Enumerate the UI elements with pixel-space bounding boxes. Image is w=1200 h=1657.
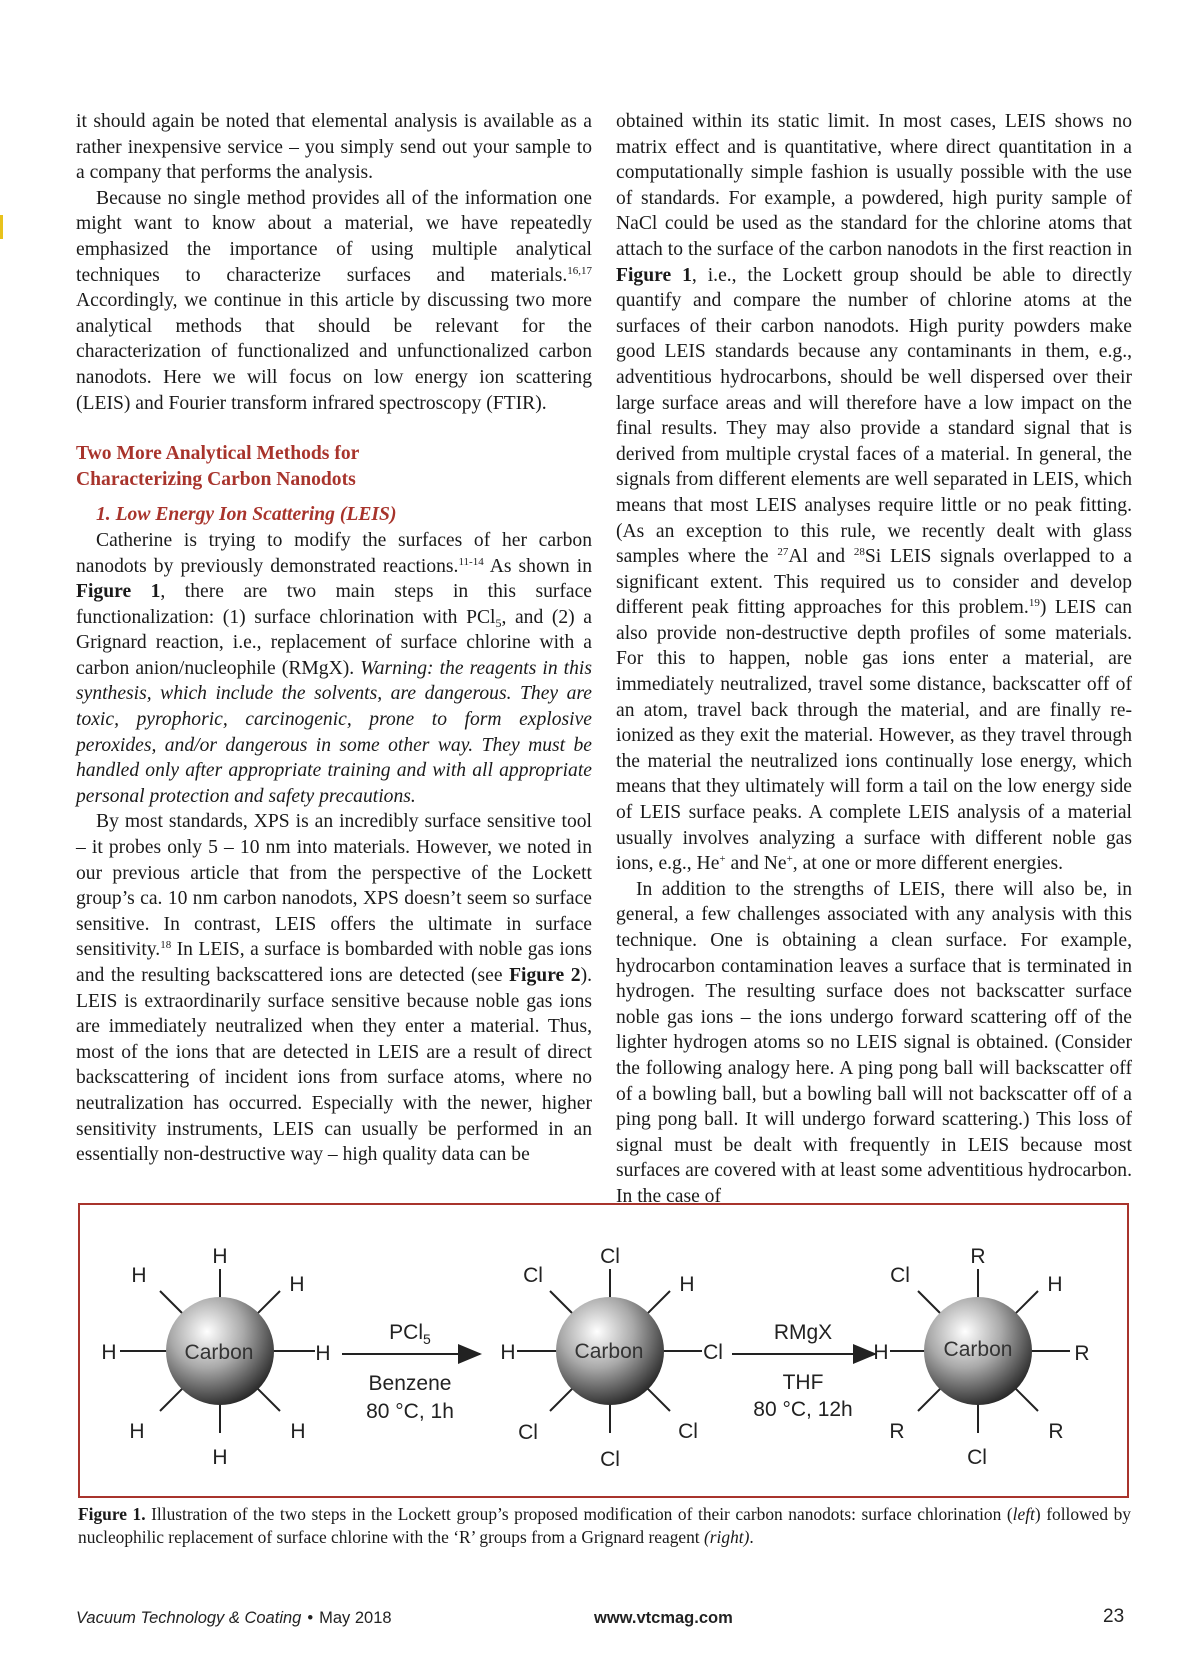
atom-label: Cl — [523, 1264, 543, 1287]
atom-label: Cl — [518, 1421, 538, 1444]
atom-label: Cl — [890, 1264, 910, 1287]
atom-label: H — [212, 1446, 228, 1469]
solvent-label: Benzene — [368, 1372, 452, 1395]
atom-label: H — [500, 1341, 516, 1364]
figure-1 — [78, 1203, 1129, 1498]
atom-label: R — [970, 1245, 986, 1268]
atom-label: Cl — [600, 1245, 620, 1268]
core-label: Carbon — [184, 1341, 254, 1364]
reaction-arrow-chlorination — [342, 1321, 480, 1423]
atom-label: H — [873, 1341, 889, 1364]
paragraph: it should again be noted that elemental analysis is available as a rather inexpensive service – you simply send out your sample to a company that performs the analysis. — [76, 111, 592, 184]
nanodot-r-functionalized — [873, 1245, 1089, 1469]
subsection-heading: 1. Low Energy Ion Scattering (LEIS) — [96, 504, 397, 526]
core-label: Carbon — [943, 1338, 1013, 1361]
figure-reference: Figure 1 — [76, 581, 161, 603]
footer-url[interactable]: www.vtcmag.com — [594, 1609, 733, 1627]
solvent-label: THF — [782, 1371, 824, 1394]
core-label: Carbon — [574, 1340, 644, 1363]
paragraph: By most standards, XPS is an incredibly surface sensitive tool – it probes only 5 – 10 nm into materials. However, we noted in our previous article that from the perspective of the Lockett group’s ca. 10 nm carbon nanodots, XPS doesn’t seem so surface sensitive. In contrast, LEIS offers the ultimate in surface sensitivity.$^{18}$ In LEIS, a surface is bombarded with noble gas ions and the resulting backscattered ions are detected (see Figure 2). LEIS is extraordinarily surface sensitive because noble gas ions are immediately neutralized when they enter a material. Thus, most of the ions that are detected in LEIS are a result of direct backscattering of incident ions from surface atoms, where no neutralization has occurred. Especially with the newer, higher sensitivity instruments, LEIS can usually be performed in an essentially non-destructive way – high quality data can be — [76, 811, 593, 1166]
atom-label: Cl — [703, 1341, 723, 1364]
reagent-label: PCl — [389, 1321, 424, 1344]
warning-text: Warning: the reagents in this synthesis, which include the solvents, are dangerous. They are toxic, pyrophoric, carcinogenic, prone to form explosive peroxides, and/or dangerous in some other way. They must be handled only after appropriate training and with all appropriate personal protection and safety precautions. — [76, 657, 592, 807]
atom-label: Cl — [600, 1448, 620, 1471]
atom-label: H — [129, 1420, 145, 1443]
reaction-arrow-grignard — [732, 1321, 875, 1421]
atom-label: H — [212, 1245, 228, 1268]
paragraph: Catherine is trying to modify the surfaces of her carbon nanodots by previously demonstrated reactions.$^{11-14}$ As shown in Figure 1, there are two main steps in this surface functionalization: (1) surface chlorination with PCl$_5$, and (2) a Grignard reaction, i.e., replacement of surface chlorine with a carbon anion/nucleophile (RMgX). Warning: the reagents in this synthesis, which include the solvents, are dangerous. They are toxic, pyrophoric, carcinogenic, prone to form explosive peroxides, and/or dangerous in some other way. They must be handled only after appropriate training and with all appropriate personal protection and safety precautions. — [76, 529, 593, 807]
atom-label: H — [289, 1273, 305, 1296]
caption-label: Figure 1. — [78, 1504, 146, 1524]
atom-label: R — [1048, 1420, 1064, 1443]
reagent-subscript: 5 — [423, 1331, 431, 1347]
atom-label: H — [679, 1273, 695, 1296]
atom-label: R — [1074, 1342, 1090, 1365]
atom-label: R — [889, 1420, 905, 1443]
figure-reference: Figure 2 — [509, 965, 581, 986]
margin-marker — [0, 215, 3, 239]
svg-text:PCl5 — [389, 1321, 431, 1347]
atom-label: H — [1047, 1273, 1063, 1296]
nanodot-chlorinated — [500, 1245, 723, 1471]
atom-label: Cl — [967, 1446, 987, 1469]
atom-label: H — [131, 1264, 147, 1287]
figure-caption: Figure 1. Illustration of the two steps in the Lockett group’s proposed modification of their carbon nanodots: surface chlorination (left) followed by nucleophilic replacement of surface chlorine with the ‘R’ groups from a Grignard reagent (right). — [78, 1504, 1132, 1547]
right-column — [616, 109, 1132, 1210]
atom-label: Cl — [678, 1420, 698, 1443]
nanodot-hydrogen-terminated — [101, 1245, 330, 1469]
conditions-label: 80 °C, 1h — [366, 1400, 454, 1423]
page-number: 23 — [1103, 1606, 1125, 1627]
paragraph: In addition to the strengths of LEIS, there will also be, in general, a few challenges associated with any analysis with this technique. One is obtaining a clean surface. For example, hydrocarbon contamination leaves a surface that is terminated in hydrogen. The resulting surface does not backscatter surface noble gas ions – the ions undergo forward scattering off of the lighter hydrogen atoms so no LEIS signal is obtained. (Consider the following analogy here. A ping pong ball will backscatter off of a bowling ball, but a bowling ball will not backscatter off of a ping pong ball. It will undergo forward scattering.) This loss of signal must be dealt with frequently in LEIS because most surfaces are covered with at least some adventitious hydrocarbon. In the case of — [616, 878, 1132, 1207]
atom-label: H — [101, 1341, 117, 1364]
conditions-label: 80 °C, 12h — [753, 1398, 853, 1421]
paragraph: Because no single method provides all of the information one might want to know about a material, we have repeatedly emphasized the importance of using multiple analytical techniques to characterize surfaces and materials.$^{16,17}$ Accordingly, we continue in this article by discussing two more analytical methods that should be relevant for the characterization of functionalized and unfunctionalized carbon nanodots. Here we will focus on low energy ion scattering (LEIS) and Fourier transform infrared spectroscopy (FTIR). — [76, 187, 592, 414]
atom-label: H — [315, 1342, 331, 1365]
section-heading: Two More Analytical Methods for Characterizing Carbon Nanodots — [76, 443, 360, 490]
left-column — [76, 109, 592, 1168]
atom-label: H — [290, 1420, 306, 1443]
figure-reference: Figure 1 — [616, 264, 692, 286]
paragraph: obtained within its static limit. In most cases, LEIS shows no matrix effect and is quantitative, where direct quantitation in a computationally simple fashion is usually possible with the use of standards. For example, a powdered, high purity sample of NaCl could be used as the standard for the chlorine atoms that attach to the surface of the carbon nanodots in the first reaction in Figure 1, i.e., the Lockett group should be able to directly quantify and compare the number of chlorine atoms at the surfaces of their carbon nanodots. High purity powders make good LEIS standards because any contaminants in them, e.g., adventitious hydrocarbons, should be well dispersed over their large surface areas and will therefore have a low impact on the final results. They may also provide a standard signal that is derived from multiple crystal faces of a material. In general, the signals from different elements are well separated in LEIS, which means that most LEIS analyses require little or no peak fitting. (As an exception to this rule, we recently dealt with glass samples where the $^{27}$Al and $^{28}$Si LEIS signals overlapped to a significant extent. This required us to consider and develop different peak fitting approaches for this problem.$^{19}$) LEIS can also provide non-destructive depth profiles of some materials. For this to happen, noble gas ions enter a material, are immediately neutralized, travel some distance, backscatter off of an atom, travel back through the material, and are finally re-ionized as they exit the material. However, as they travel through the material the neutralized ions continually lose energy, which means that they ultimately will form a tail on the low energy side of LEIS surface peaks. A complete LEIS analysis of a material usually involves analyzing a surface with different noble gas ions, e.g., He+ and Ne+, at one or more different energies. — [616, 111, 1133, 875]
footer-publication: Vacuum Technology & Coating • May 2018 — [76, 1609, 392, 1627]
reagent-label: RMgX — [773, 1321, 833, 1344]
